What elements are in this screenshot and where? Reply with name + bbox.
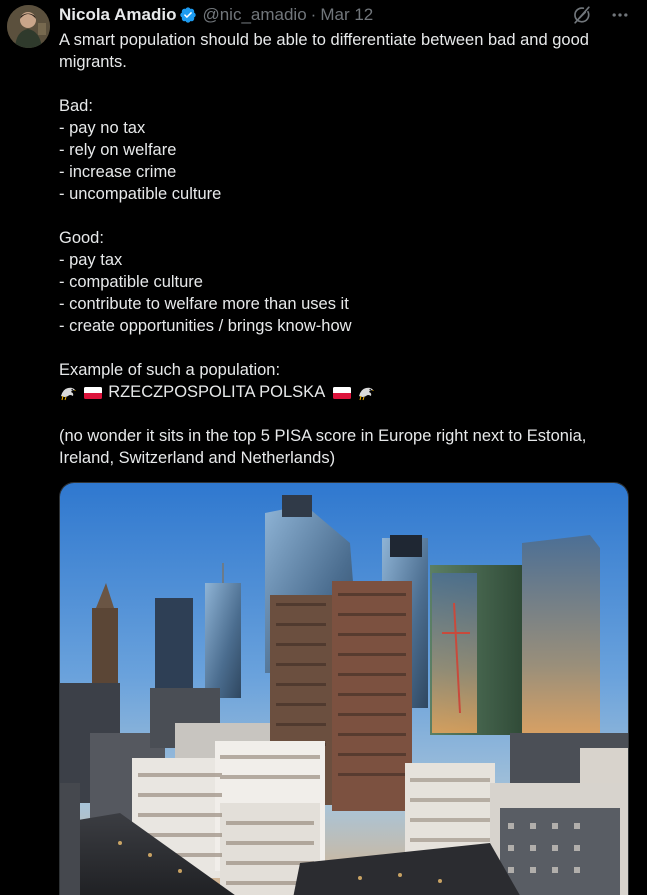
country-name: RZECZPOSPOLITA POLSKA [108,383,325,401]
bad-item: - pay no tax [59,119,146,137]
intro-text: A smart population should be able to differentiate between bad and good migrants. [59,31,589,71]
poland-flag-icon [333,384,351,402]
more-icon[interactable] [607,3,633,27]
good-item: - pay tax [59,251,123,269]
tweet-actions [569,3,633,27]
good-item: - compatible culture [59,273,203,291]
avatar-photo-icon [7,5,50,48]
bad-item: - increase crime [59,163,177,181]
bad-item: - rely on welfare [59,141,177,159]
good-item: - contribute to welfare more than uses it [59,295,349,313]
grok-icon[interactable] [569,3,595,27]
closing-text: (no wonder it sits in the top 5 PISA score in Europe right next to Estonia, Ireland, Switzerland and Netherlands) [59,427,587,467]
blank-line [59,73,634,95]
display-name[interactable]: Nicola Amadio [59,5,177,24]
verified-badge-icon[interactable] [179,6,197,24]
bad-heading: Bad: [59,97,93,115]
country-line [59,381,634,403]
poland-flag-icon [84,384,102,402]
separator-dot: · [310,5,317,24]
city-skyline-photo-icon [60,483,629,895]
blank-line [59,205,634,227]
bad-item: - uncompatible culture [59,185,222,203]
blank-line [59,403,634,425]
avatar[interactable] [7,5,50,48]
tweet-header [59,4,373,26]
good-item: - create opportunities / brings know-how [59,317,352,335]
example-heading: Example of such a population: [59,361,281,379]
tweet-photo[interactable] [59,482,629,895]
good-heading: Good: [59,229,104,247]
handle[interactable]: @nic_amadio [202,5,307,24]
blank-line [59,337,634,359]
eagle-icon [357,384,375,402]
tweet-text [59,29,634,469]
eagle-icon [59,384,77,402]
tweet-date[interactable]: Mar 12 [320,5,374,24]
